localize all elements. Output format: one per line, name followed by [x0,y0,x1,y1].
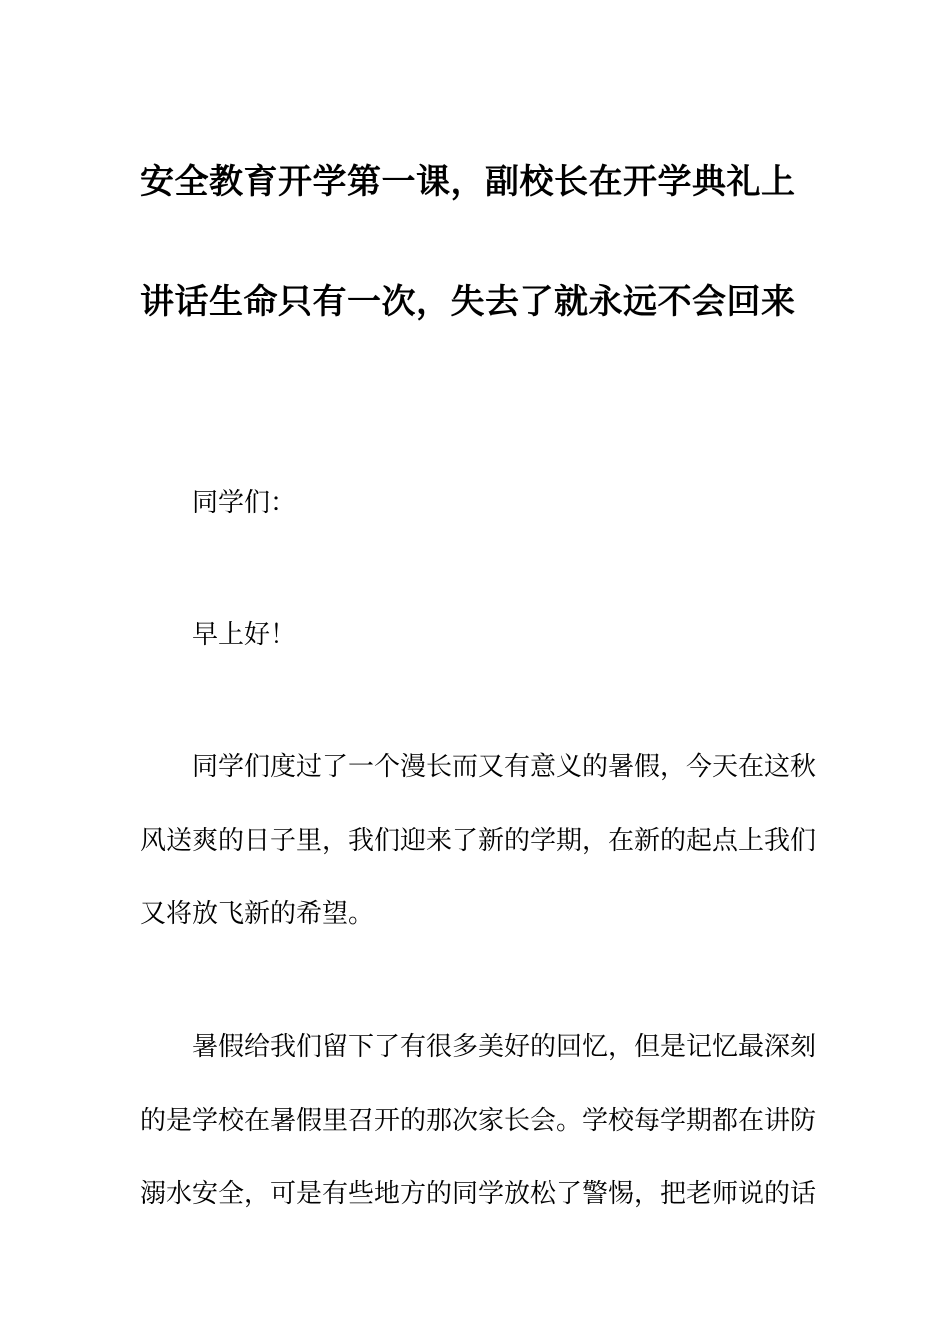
paragraph-2-line-1: 暑假给我们留下了有很多美好的回忆，但是记忆最深刻 [192,1032,817,1062]
paragraph-1-line-3: 又将放飞新的希望。 [140,899,375,929]
paragraph-1-line-1: 同学们度过了一个漫长而又有意义的暑假，今天在这秋 [192,752,817,782]
document-title-line-2: 讲话生命只有一次，失去了就永远不会回来 [140,282,796,322]
paragraph-2-line-2: 的是学校在暑假里召开的那次家长会。学校每学期都在讲防 [140,1106,817,1136]
salutation-text: 早上好！ [192,620,297,650]
paragraph-2-line-3: 溺水安全，可是有些地方的同学放松了警惕，把老师说的话 [140,1179,817,1209]
paragraph-1-line-2: 风送爽的日子里，我们迎来了新的学期，在新的起点上我们 [140,826,817,856]
greeting-text: 同学们： [192,488,297,518]
document-title-line-1: 安全教育开学第一课，副校长在开学典礼上 [140,162,796,202]
